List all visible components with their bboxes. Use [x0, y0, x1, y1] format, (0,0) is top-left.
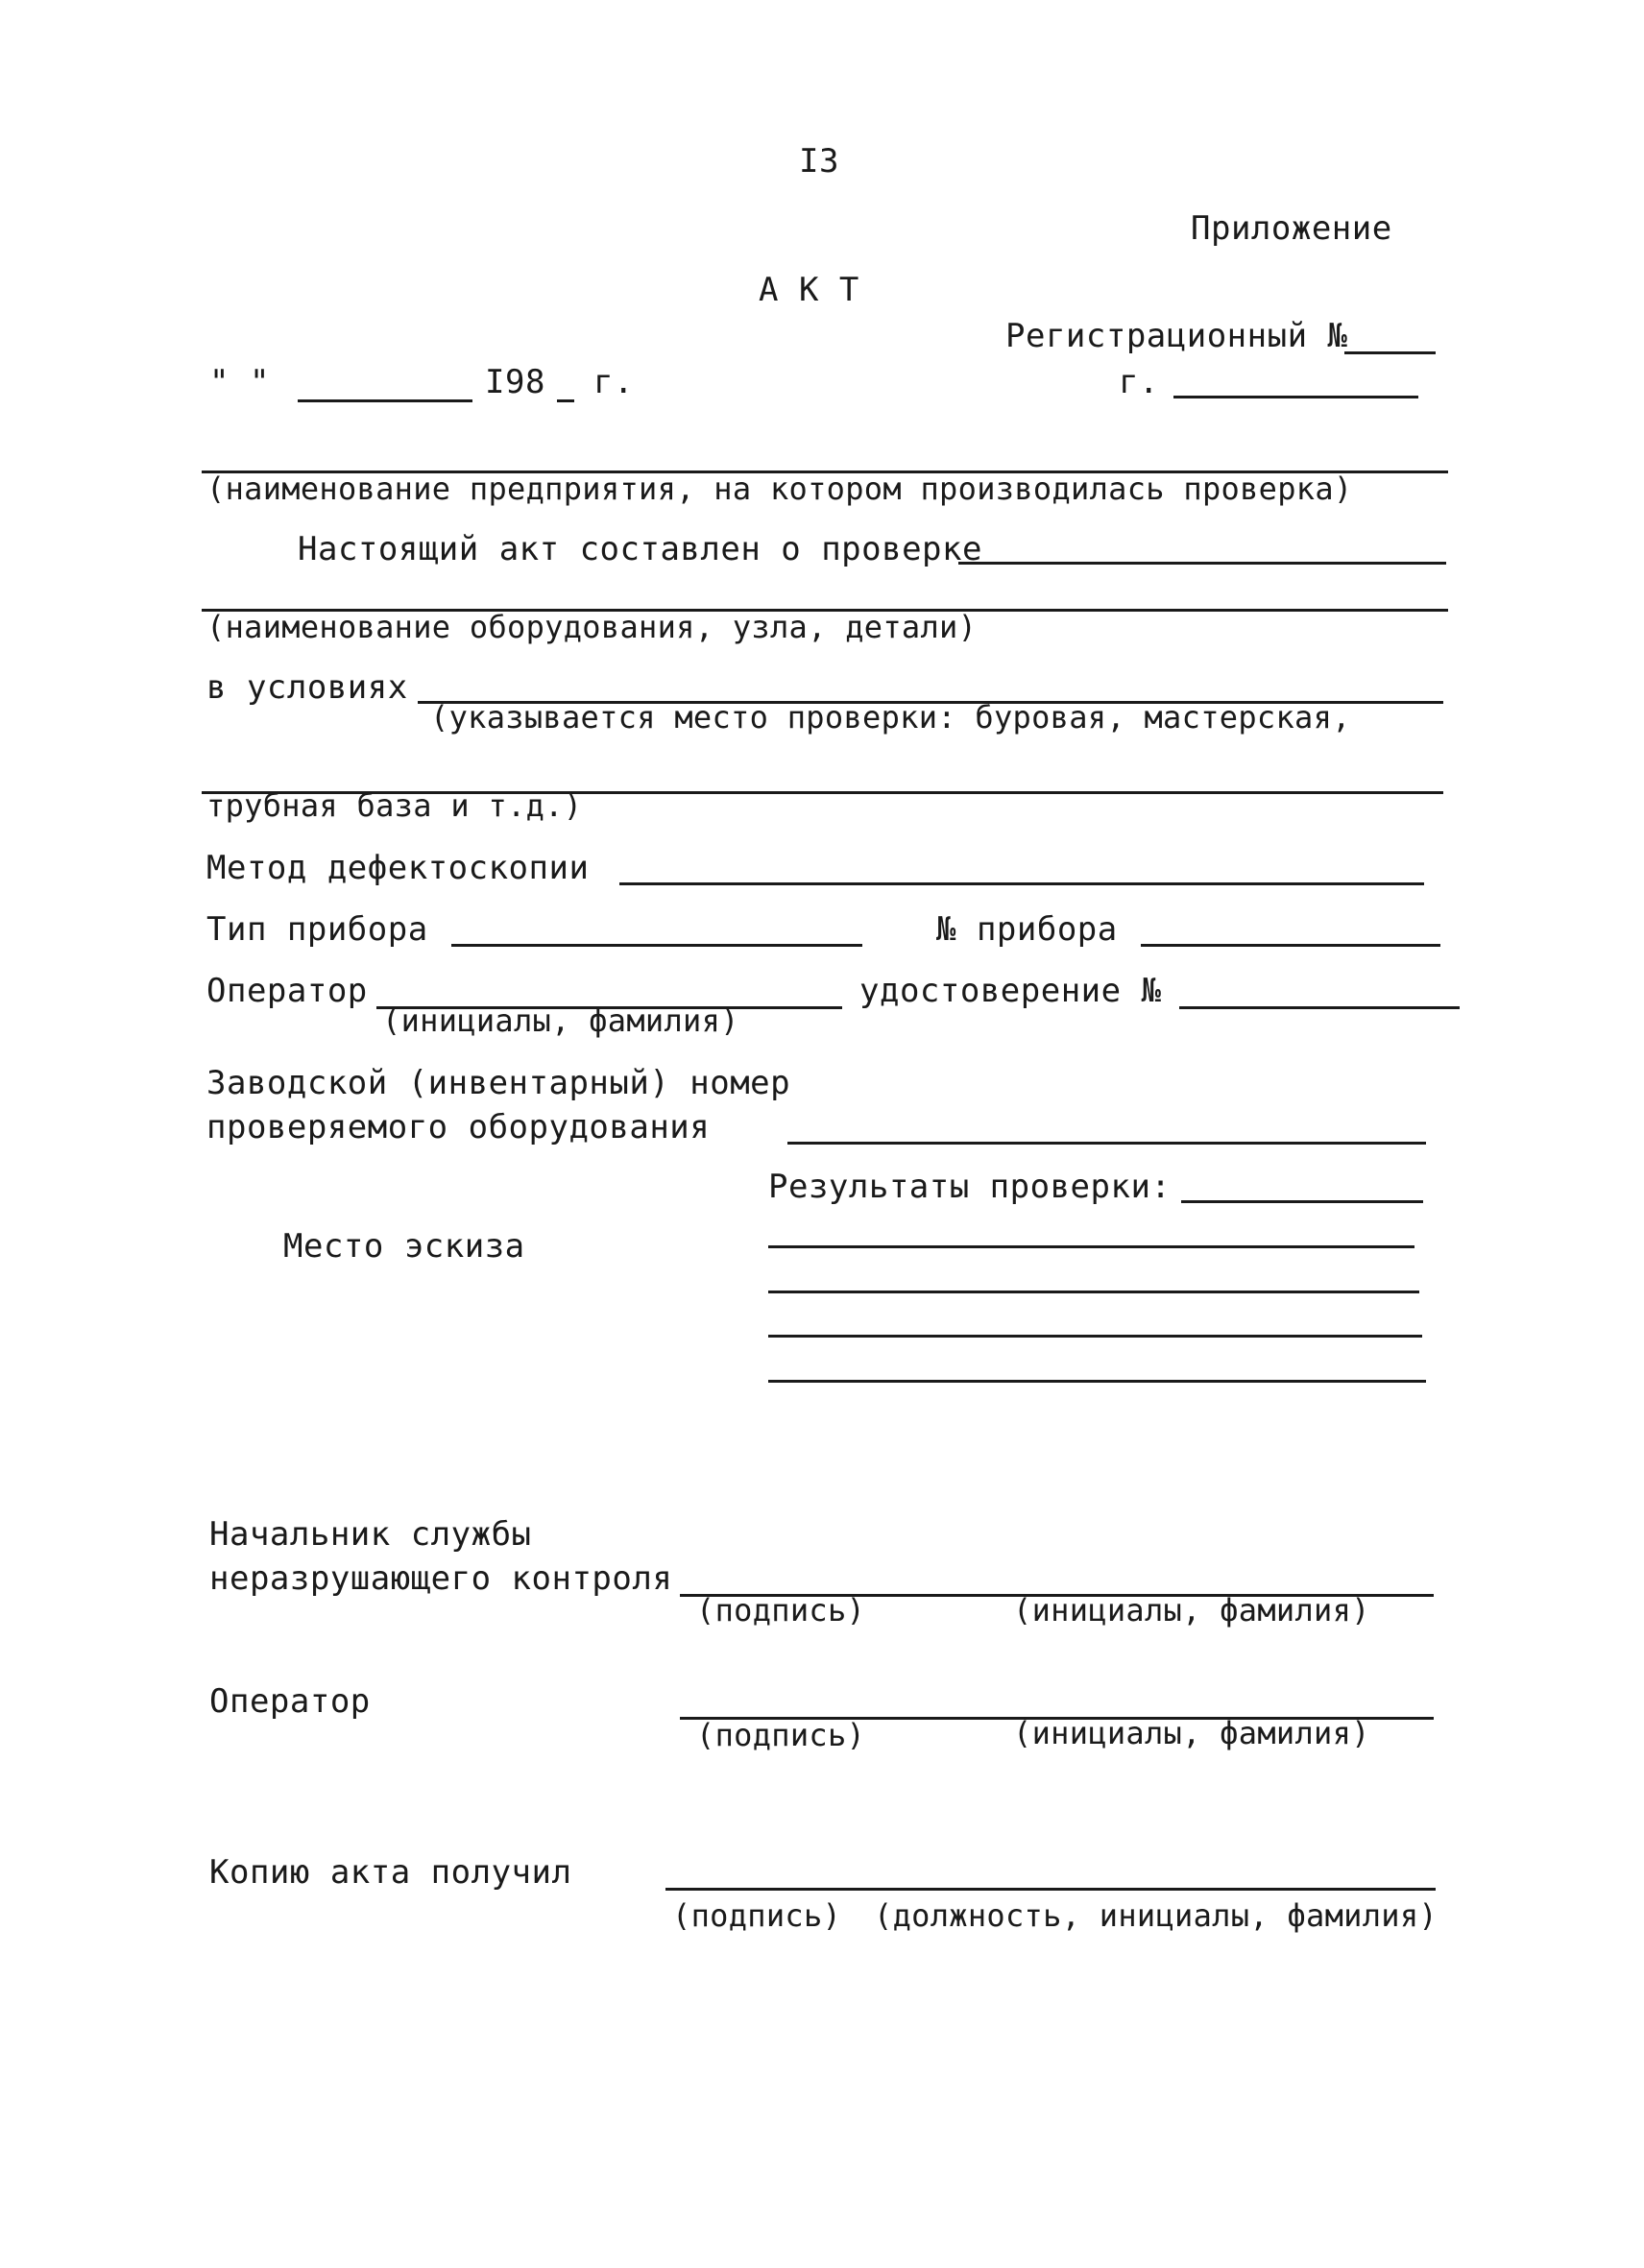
chief-signature-caption: (подпись) — [696, 1592, 866, 1629]
conditions-caption-line2: трубная база и т.д.) — [206, 787, 583, 824]
operator-signature-caption: (подпись) — [696, 1717, 866, 1753]
device-number-label: № прибора — [936, 910, 1118, 949]
copy-label: Копию акта получил — [209, 1853, 572, 1892]
device-number-field[interactable] — [1141, 944, 1440, 947]
registration-label: Регистрационный № — [1005, 317, 1348, 355]
document-title: А К Т — [759, 271, 859, 309]
serial-label-line2: проверяемого оборудования — [206, 1108, 711, 1146]
chief-initials-caption: (инициалы, фамилия) — [1013, 1592, 1370, 1629]
conditions-caption-line1: (указывается место проверки: буровая, мастерская, — [430, 699, 1351, 736]
registration-number-field[interactable] — [1344, 351, 1436, 354]
device-type-field[interactable] — [451, 944, 862, 947]
operator-initials-caption: (инициалы, фамилия) — [1013, 1715, 1370, 1751]
operator-caption: (инициалы, фамилия) — [382, 1002, 739, 1039]
act-text: Настоящий акт составлен о проверке — [298, 530, 982, 568]
operator-sign-label: Оператор — [209, 1682, 371, 1721]
conditions-label: в условиях — [206, 668, 408, 707]
serial-label-line1: Заводской (инвентарный) номер — [206, 1064, 791, 1102]
results-field-2[interactable] — [768, 1245, 1414, 1248]
results-field-3[interactable] — [768, 1291, 1419, 1293]
results-label: Результаты проверки: — [768, 1168, 1172, 1206]
date-year-suffix: г. — [593, 363, 634, 401]
copy-position-caption: (должность, инициалы, фамилия) — [874, 1897, 1438, 1934]
inspection-subject-field[interactable] — [958, 562, 1446, 565]
enterprise-caption: (наименование предприятия, на котором производилась проверка) — [206, 470, 1353, 507]
sketch-label: Место эскиза — [283, 1227, 525, 1266]
copy-signature-caption: (подпись) — [672, 1897, 842, 1934]
results-field-5[interactable] — [768, 1380, 1426, 1383]
registration-year-field[interactable] — [1173, 396, 1418, 398]
chief-label-line2: неразрушающего контроля — [209, 1559, 673, 1598]
copy-recipient-field[interactable] — [665, 1888, 1436, 1891]
appendix-label: Приложение — [1191, 209, 1392, 248]
date-quotes: " " — [209, 363, 270, 401]
serial-number-field[interactable] — [787, 1142, 1426, 1145]
date-year-digit-field[interactable] — [557, 399, 574, 402]
results-field-4[interactable] — [768, 1335, 1422, 1338]
chief-label-line1: Начальник службы — [209, 1515, 532, 1554]
device-type-label: Тип прибора — [206, 910, 428, 949]
page-number: I3 — [799, 142, 839, 181]
certificate-label: удостоверение № — [859, 972, 1162, 1010]
method-label: Метод дефектоскопии — [206, 849, 590, 887]
operator-label: Оператор — [206, 972, 368, 1010]
method-field[interactable] — [619, 882, 1424, 885]
date-month-field[interactable] — [298, 399, 472, 402]
equipment-caption: (наименование оборудования, узла, детали) — [206, 609, 978, 645]
certificate-number-field[interactable] — [1179, 1006, 1460, 1009]
date-year-prefix: I98 — [485, 363, 545, 401]
registration-year-label: г. — [1119, 363, 1159, 401]
results-field-1[interactable] — [1181, 1200, 1423, 1203]
